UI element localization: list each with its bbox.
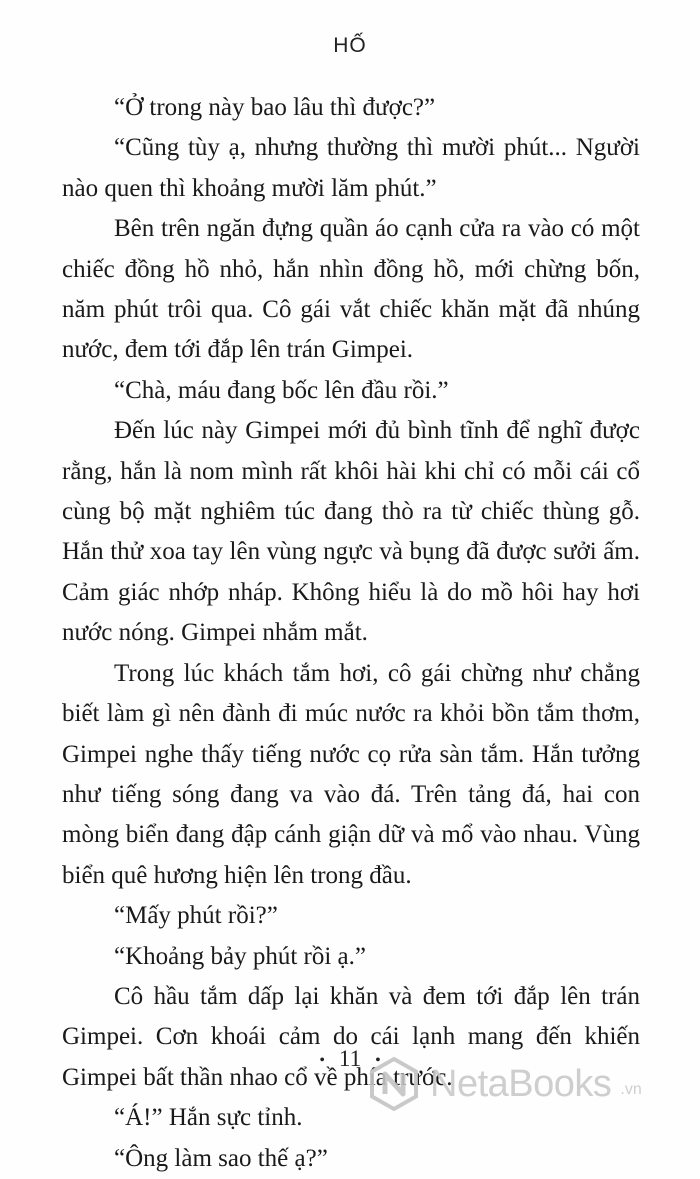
paragraph: “Cũng tùy ạ, nhưng thường thì mười phút... Người nào quen thì khoảng mười lăm phút.” bbox=[62, 134, 640, 202]
paragraph: “Khoảng bảy phút rồi ạ.” bbox=[114, 942, 367, 970]
watermark-brand: NetaBooks bbox=[430, 1062, 612, 1105]
paragraph: “Ông làm sao thế ạ?” bbox=[114, 1144, 328, 1172]
paragraph: “Ở trong này bao lâu thì được?” bbox=[114, 94, 436, 121]
paragraph: Bên trên ngăn đựng quần áo cạnh cửa ra vào có một chiếc đồng hồ nhỏ, hắn nhìn đồng hồ, mới chừng bốn, năm phút trôi qua. Cô gái vắt chiếc khăn mặt đã nhúng nước, đem tới đắp lên trán Gimpei. bbox=[62, 215, 640, 364]
paragraph: “Mấy phút rồi?” bbox=[114, 902, 278, 930]
page-number: 11 bbox=[338, 1046, 362, 1071]
paragraph: Đến lúc này Gimpei mới đủ bình tĩnh để nghĩ được rằng, hắn là nom mình rất khôi hài khi chỉ có mỗi cái cổ cùng bộ mặt nghiêm túc đang thò ra từ chiếc thùng gỗ. Hắn thử xoa tay lên vùng ngực và bụng đã được sưởi ấm. Cảm giác nhớp nháp. Không hiểu là do mồ hôi hay hơi nước nóng. Gimpei nhắm mắt. bbox=[62, 417, 640, 647]
paragraph: Cô hầu tắm dấp lại khăn và đem tới đắp lên trán Gimpei. Cơn khoái cảm do cái lạnh mang đến khiến Gimpei bất thần nhao cổ về phía trước. bbox=[62, 982, 640, 1091]
bullet-left: • bbox=[319, 1051, 325, 1069]
bullet-right: • bbox=[375, 1051, 381, 1069]
watermark bbox=[366, 1054, 642, 1114]
netabooks-logo-icon bbox=[366, 1056, 422, 1112]
watermark-suffix: .vn bbox=[620, 1081, 642, 1098]
paragraph: Trong lúc khách tắm hơi, cô gái chừng như chẳng biết làm gì nên đành đi múc nước ra khỏi bồn tắm thơm, Gimpei nghe thấy tiếng nước cọ rửa sàn tắm. Hắn tưởng như tiếng sóng đang va vào đá. Trên tảng đá, hai con mòng biển đang đập cánh giận dữ và mổ vào nhau. Vùng biển quê hương hiện lên trong đầu. bbox=[62, 659, 640, 889]
paragraph: “Á!” Hắn sực tỉnh. bbox=[114, 1104, 303, 1132]
running-header: HỐ bbox=[333, 34, 367, 57]
body-text bbox=[62, 88, 640, 1179]
paragraph: “Chà, máu đang bốc lên đầu rồi.” bbox=[114, 376, 449, 404]
